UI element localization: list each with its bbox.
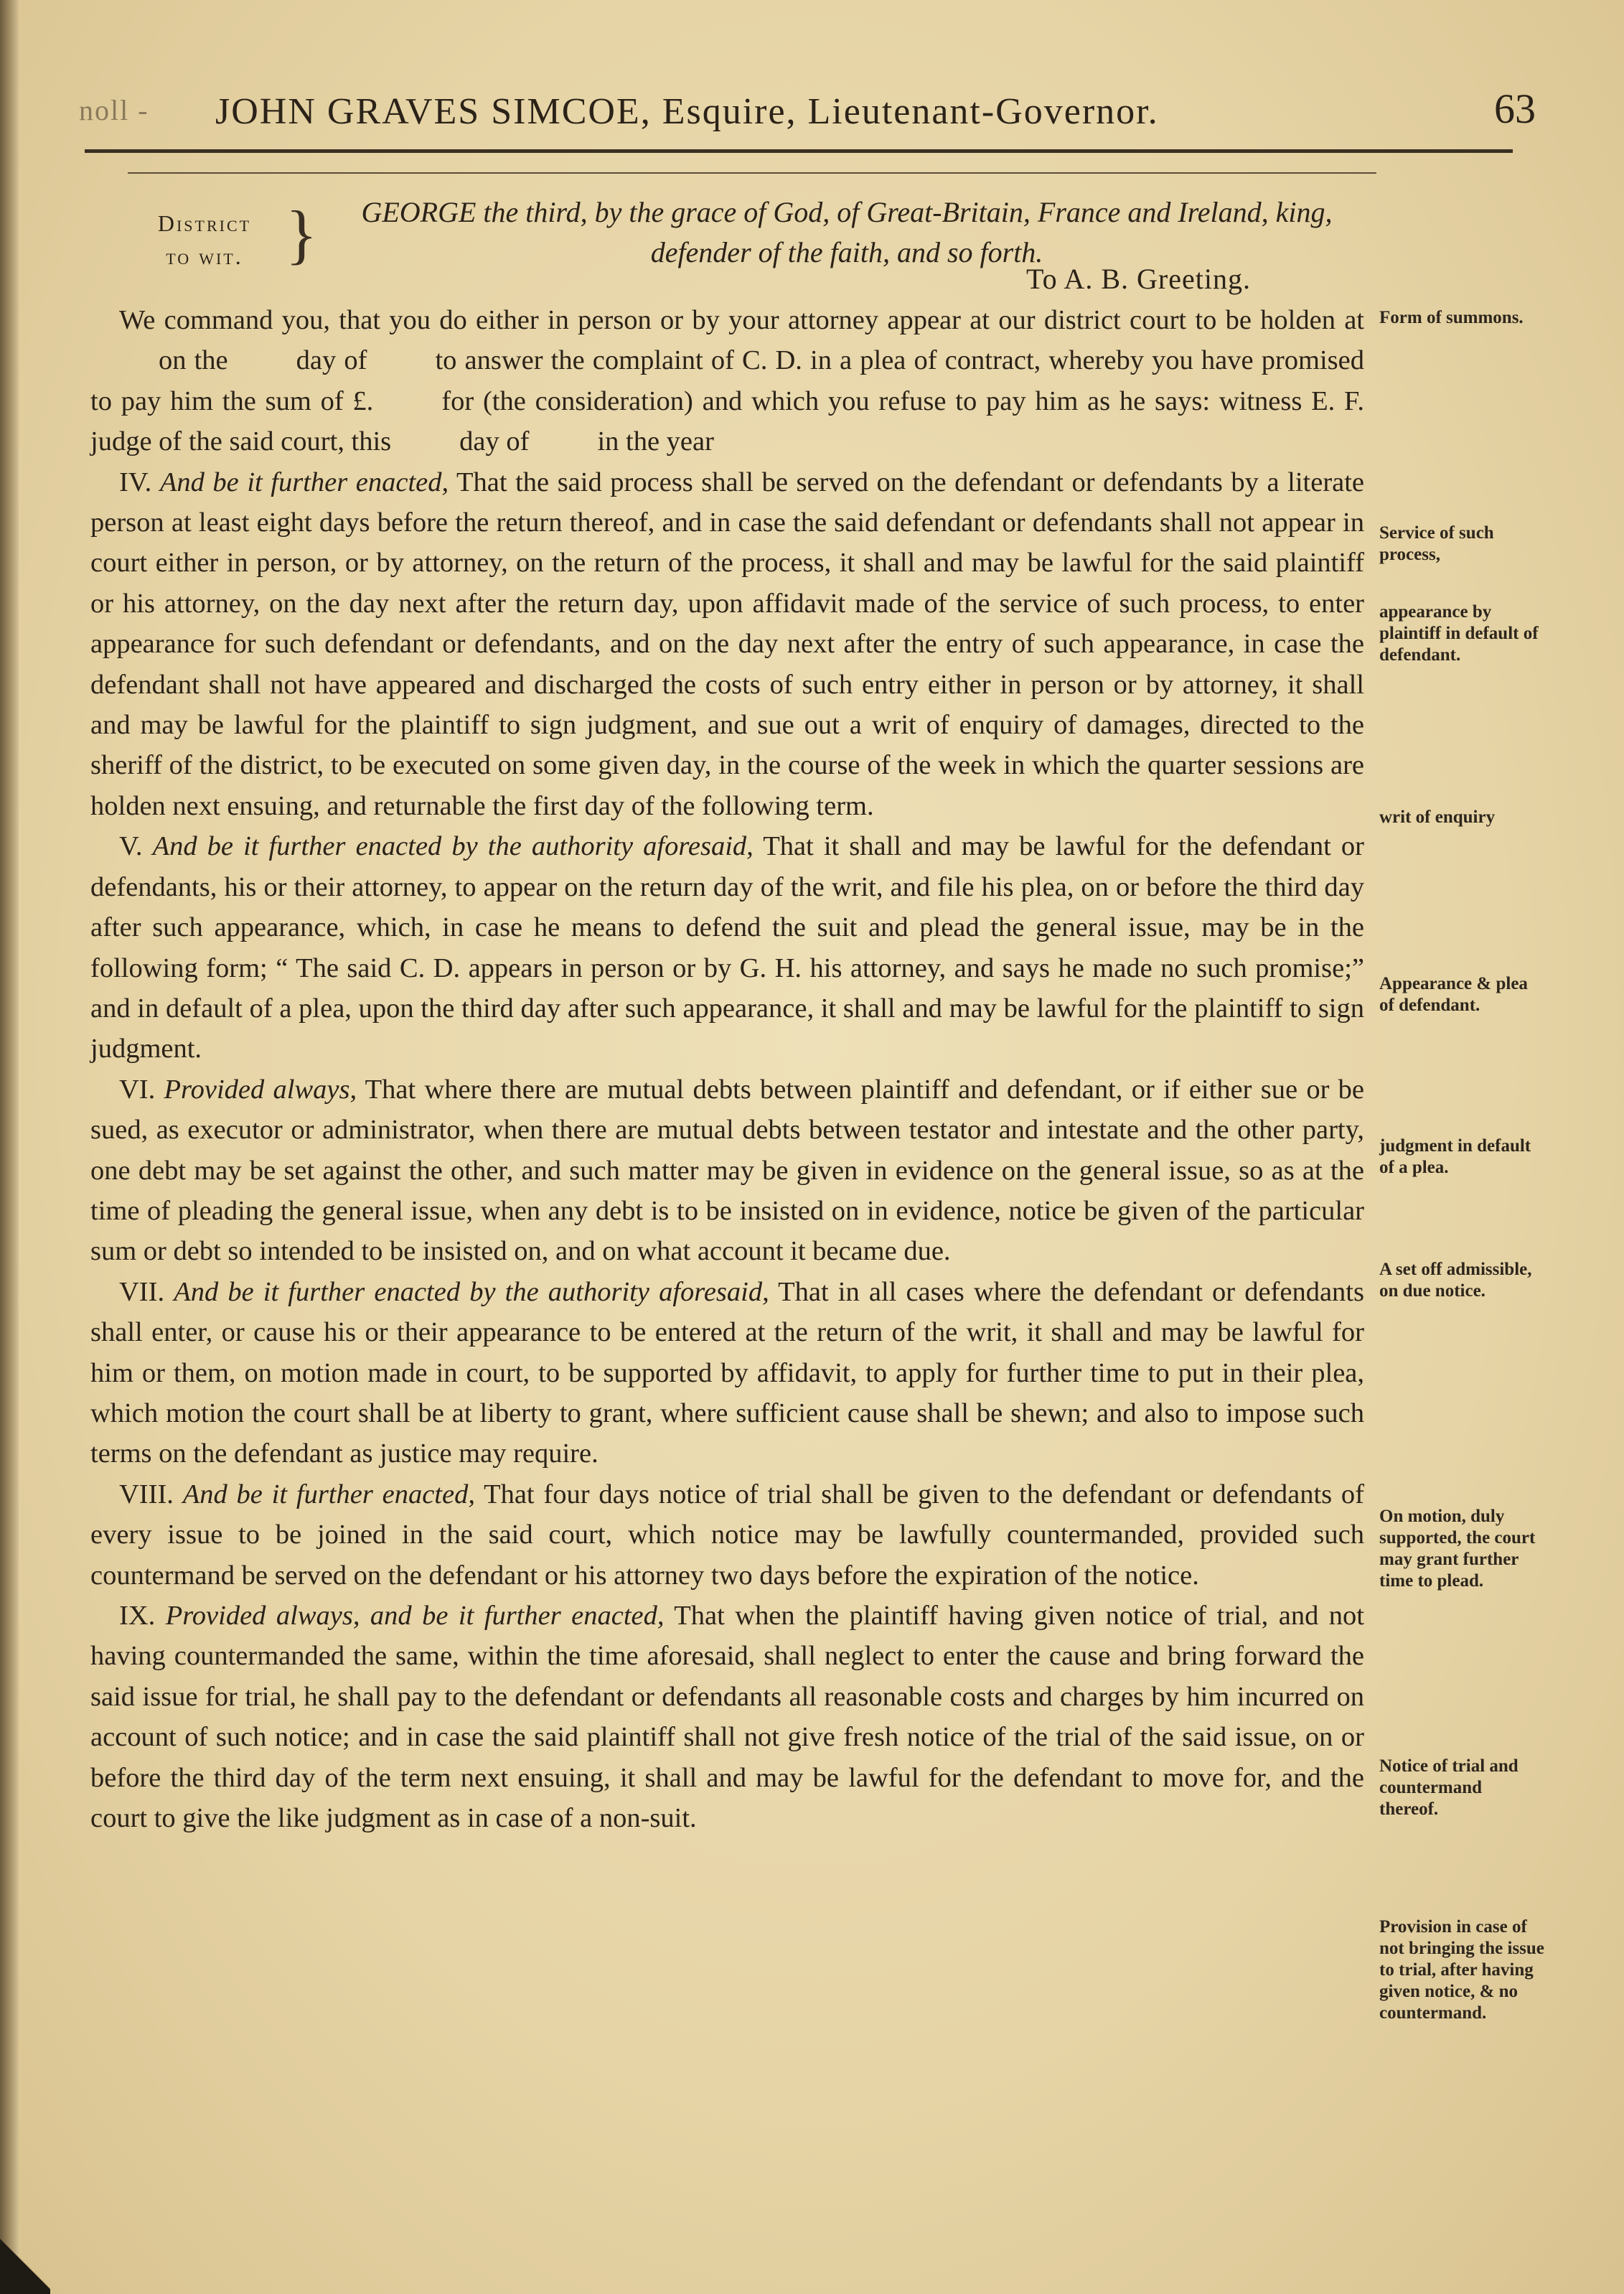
section-number: VII.	[119, 1276, 165, 1307]
margin-note-appearance: appearance by plaintiff in default of defendant.	[1379, 602, 1539, 665]
section-number: IX.	[119, 1601, 156, 1631]
section-vi	[90, 1069, 1364, 1272]
section-lead: And be it further enacted,	[159, 467, 449, 497]
section-lead: And be it further enacted by the authority aforesaid,	[174, 1276, 769, 1307]
margin-note-motion: On motion, duly supported, the court may grant further time to plead.	[1379, 1507, 1536, 1591]
section-iv	[90, 462, 1364, 827]
section-text: That where there are mutual debts between plaintiff and defendant, or if either sue or be sued, as executor or administrator, when there are mutual debts between testator and intestate and the other party, one debt may be set against the other, and such matter may be given in evidence on the general issue, so as at the time of pleading the general issue, when any debt is to be insisted on in evidence, notice be given of the particular sum or debt so intended to be insisted on, and on what account it became due.	[90, 1074, 1365, 1267]
writ-header-line1: GEORGE the third, by the grace of God, of Great-Britain, France and Ireland, king,	[361, 196, 1333, 228]
form-text-4: to answer the complaint of C. D. in a plea of contract, whereby you have promised to pay him the sum of £.	[90, 345, 1364, 416]
page-header	[79, 85, 1536, 142]
form-text-7: in the year	[597, 426, 714, 457]
section-viii	[90, 1474, 1364, 1596]
summons-form	[90, 300, 1364, 462]
form-text-3: day of	[296, 345, 367, 376]
section-text: That four days notice of trial shall be given to the defendant or defendants of every issue to be joined in the said court, which notice may be lawfully countermanded, provided such countermand be served on the defendant or his attorney two days before the expiration of the notice.	[90, 1479, 1364, 1591]
margin-note-service: Service of such process,	[1379, 523, 1494, 564]
running-head: JOHN GRAVES SIMCOE, Esquire, Lieutenant-Governor.	[215, 91, 1159, 132]
folio-mark: noll -	[79, 94, 149, 126]
writ-greeting: To A. B. Greeting.	[1026, 263, 1251, 295]
district-title: District	[157, 210, 252, 236]
statute-body	[90, 300, 1364, 1838]
margin-note-provision: Provision in case of not bringing the issue to trial, after having given notice, & no countermand.	[1379, 1917, 1544, 2023]
writ-header	[327, 192, 1367, 273]
section-text: That it shall and may be lawful for the defendant or defendants, his or their attorney, to appear on the return day of the writ, and file his plea, on or before the third day after such appearance, which, in case he means to defend the suit and plead the general issue, may be in the following form; “ The said C. D. appears in person or by G. H. his attorney, and says he made no such promise;” and in default of a plea, upon the third day after such appearance, it shall and may be lawful for the plaintiff to sign judgment.	[90, 831, 1364, 1064]
district-label	[136, 207, 273, 273]
margin-note-notice-trial: Notice of trial and countermand thereof.	[1379, 1756, 1519, 1819]
district-sub: to wit.	[166, 243, 243, 269]
brace-mark: }	[286, 197, 318, 271]
form-text-5: for (the consideration) and which you refuse to pay him as he says: witness E. F. judge of the said court, this	[90, 385, 1364, 457]
form-text-2: on the	[159, 345, 228, 376]
section-text: That the said process shall be served on the defendant or defendants by a literate person at least eight days before the return thereof, and in case the said defendant or defendants shall not appear in court either in person, or by attorney, on the return of the process, it shall and may be lawful for the said plaintiff or his attorney, on the day next after the return day, upon affidavit made of the service of such process, to enter appearance for such defendant or defendants, and on the day next after the entry of such appearance, in case the defendant shall not have appeared and discharged the costs of such entry either in person or by attorney, it shall and may be lawful for the plaintiff to sign judgment, and sue out a writ of enquiry of damages, directed to the sheriff of the district, to be executed on some given day, in the course of the week in which the quarter sessions are holden next ensuing, and returnable the first day of the following term.	[90, 467, 1365, 821]
margin-note-appearance-plea: Appearance & plea of defendant.	[1379, 974, 1528, 1015]
section-v	[90, 826, 1364, 1069]
margin-note-form-of-summons: Form of summons.	[1379, 308, 1524, 327]
section-text: That when the plaintiff having given notice of trial, and not having countermanded the same, within the time aforesaid, shall neglect to enter the cause and bring forward the said issue for trial, he shall pay to the defendant or defendants all reasonable costs and charges by him incurred on account of such notice; and in case the said plaintiff shall not give fresh notice of the trial of the said issue, on or before the third day of the term next ensuing, it shall and may be lawful for the defendant to move for, and the court to give the like judgment as in case of a non-suit.	[90, 1601, 1365, 1834]
section-lead: Provided always,	[164, 1074, 357, 1105]
writ-rule	[128, 172, 1376, 174]
section-lead: And be it further enacted,	[182, 1479, 475, 1509]
form-text-1: We command you, that you do either in person or by your attorney appear at our district court to be holden at	[119, 305, 1364, 335]
book-gutter	[0, 0, 19, 2294]
section-number: V.	[119, 831, 143, 862]
writ-header-line2: defender of the faith, and so forth.	[650, 236, 1043, 268]
section-lead: Provided always, and be it further enacted,	[165, 1601, 665, 1631]
section-vii	[90, 1272, 1364, 1474]
section-lead: And be it further enacted by the authority aforesaid,	[152, 831, 754, 862]
section-text: That in all cases where the defendant or defendants shall enter, or cause his or their appearance to be entered at the return of the writ, it shall and may be lawful for him or them, on motion made in court, to be supported by affidavit, to apply for further time to put in their plea, which motion the court shall be at liberty to grant, where sufficient cause shall be shewn; and also to impose such terms on the defendant as justice may require.	[90, 1276, 1364, 1469]
section-number: VI.	[119, 1074, 156, 1105]
page-number: 63	[1494, 85, 1536, 132]
margin-note-writ-of-enquiry: writ of enquiry	[1379, 807, 1496, 827]
header-rule	[85, 149, 1513, 153]
section-number: IV.	[119, 467, 152, 497]
margin-note-set-off: A set off admissible, on due notice.	[1379, 1260, 1532, 1301]
page-corner-shadow	[0, 2208, 50, 2294]
margin-note-judgment-default: judgment in default of a plea.	[1379, 1136, 1531, 1177]
form-text-6: day of	[459, 426, 530, 457]
section-ix	[90, 1596, 1364, 1838]
section-number: VIII.	[119, 1479, 174, 1509]
